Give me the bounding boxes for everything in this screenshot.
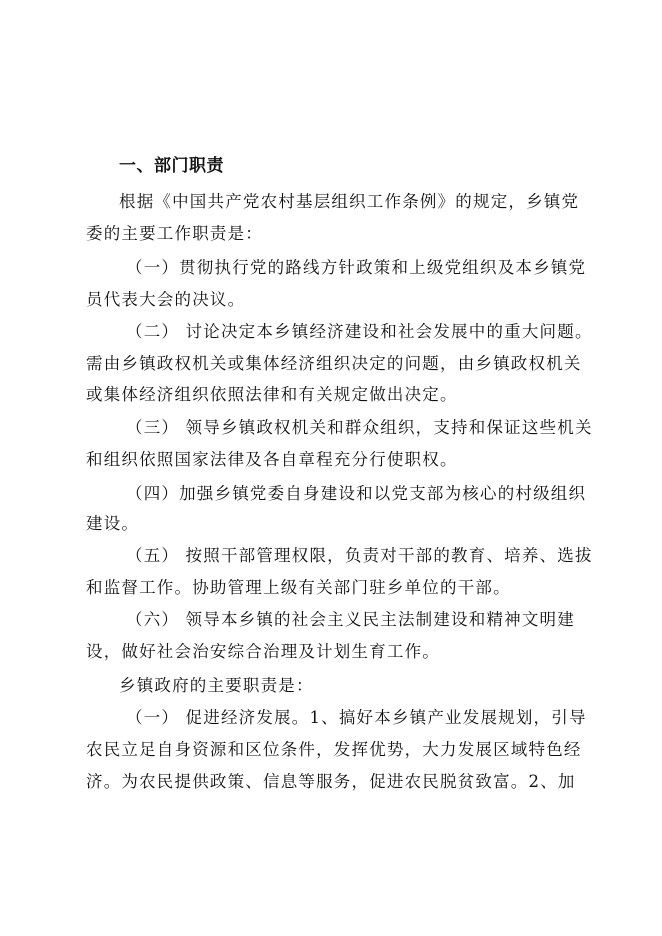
paragraph-line: 根据《中国共产党农村基层组织工作条例》的规定，乡镇党	[119, 192, 580, 211]
paragraph-line: （五） 按照干部管理权限，负责对干部的教育、培养、选拔	[126, 546, 593, 565]
paragraph-line: （四）加强乡镇党委自身建设和以党支部为核心的村级组织	[126, 484, 587, 503]
paragraph-line: 设，做好社会治安综合治理及计划生育工作。	[86, 642, 440, 661]
paragraph-line: 和监督工作。协助管理上级有关部门驻乡单位的干部。	[86, 578, 511, 597]
paragraph-line: 乡镇政府的主要职责是：	[119, 676, 314, 695]
paragraph-line: （一）贯彻执行党的路线方针政策和上级党组织及本乡镇党	[126, 258, 587, 277]
section-heading: 一、部门职责	[119, 156, 224, 176]
paragraph-line: 委的主要工作职责是：	[86, 224, 263, 243]
paragraph-line: 或集体经济组织依照法律和有关规定做出决定。	[86, 385, 458, 404]
paragraph-line: （二） 讨论决定本乡镇经济建设和社会发展中的重大问题。	[126, 322, 593, 341]
paragraph-line: 需由乡镇政权机关或集体经济组织决定的问题，由乡镇政权机关	[86, 354, 582, 373]
paragraph-line: 济。为农民提供政策、信息等服务，促进农民脱贫致富。2、加	[86, 772, 576, 791]
paragraph-line: 员代表大会的决议。	[86, 290, 246, 309]
paragraph-line: 农民立足自身资源和区位条件，发挥优势，大力发展区域特色经	[86, 740, 582, 759]
paragraph-line: 建设。	[86, 514, 140, 533]
paragraph-line: 和组织依照国家法律及各自章程充分行使职权。	[86, 450, 458, 469]
paragraph-line: （三） 领导乡镇政权机关和群众组织，支持和保证这些机关	[126, 418, 593, 437]
paragraph-line: （六） 领导本乡镇的社会主义民主法制建设和精神文明建	[126, 610, 575, 629]
paragraph-line: （一） 促进经济发展。1、搞好本乡镇产业发展规划，引导	[126, 708, 587, 727]
